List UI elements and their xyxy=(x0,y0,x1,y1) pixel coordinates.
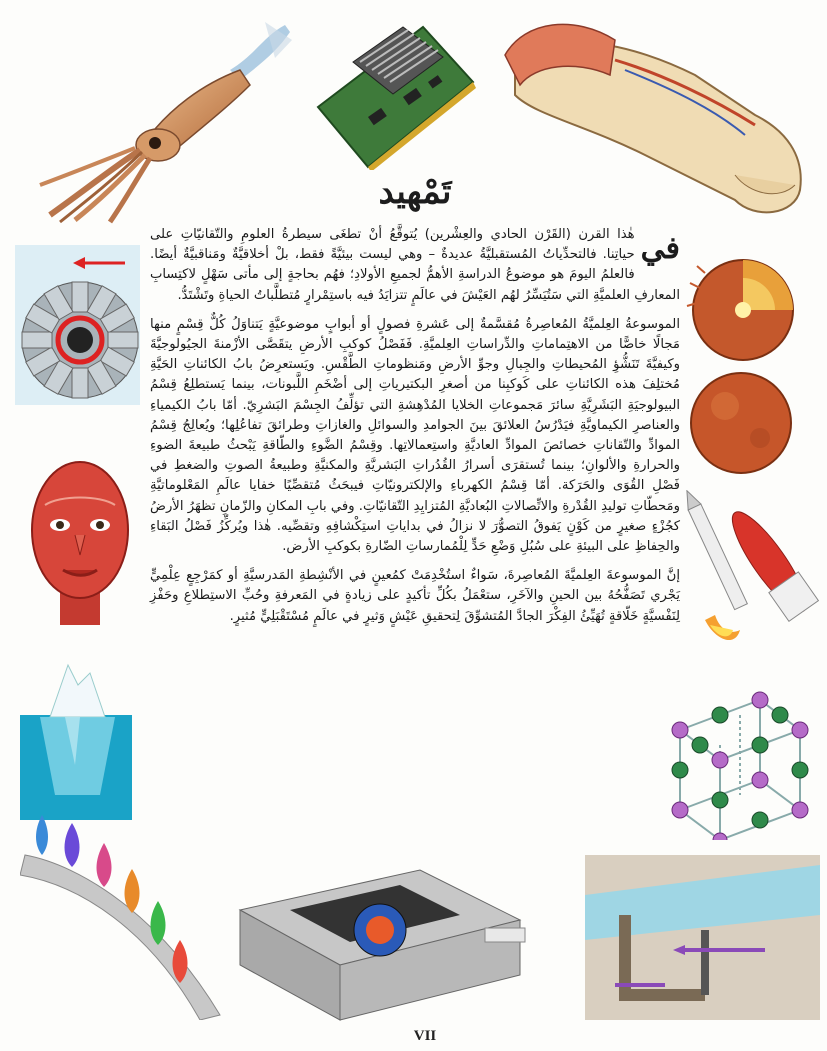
paragraph: الموسوعةُ العِلميَّةُ المُعاصِرةُ مُقسَّمةٌ إلى عَشرةِ فصولٍ أو أبوابٍ موضوعيَّةٍ يَتناوَلُ كُلٌّ قِسْمٍ منها مَجالًا خاصًّا من الاهتِماماتِ والدِّراساتِ العِلميَّةِ. فَفَصْلُ كوكبِ الأرضِ يتقَصَّى الأزْمنةَ الجيُولوجيَّةَ وكيفيَّةَ تَنَشُّؤِ المُحيطاتِ والجِبالِ وجوِّ الأرضِ ومَنظوماتِ الطَّقْسِ. ويَستعرِضُ بابُ الكائناتِ الحَيَّةِ مُختلِفَ هذه الكائناتِ على كَوكبِنا من أصغرِ البكتيرياتِ إلى أضْخَمِ اللَّبونات، بينما يَستطلِعُ قِسْمُ البيولوجيَةِ البَشَرِيَّةِ سائرَ مَجموعاتِ الخلايا المُدْهِشةِ التي تؤلِّفُ الجِسْمَ البَشرِيّ. أمّا بابُ الكيمياءِ والعناصرِ الكيماويَّةِ فيَدْرُسُ العلائقَ بينَ الجوامدِ والسوائلِ والغازاتِ وطرائقَ تفاعُلِها؛ ويُعالِجُ قِسْمُ الموادِّ والتّقاناتِ خصائصَ الموادِّ العاديَّةِ واستِعمالاتِها. وقِسْمُ الضَّوءِ والطّاقةِ يَبْحثُ طبيعةَ الضوءِ والحرارةِ والألوانِ؛ بينما تُستقرَى أسرارُ القُدُراتِ البَشريَّةِ والمكنيَّةِ وطبيعةُ الصوتِ والضغطِ في فَصْلِ القُوَى والحَرَكة. أمّا قِسْمُ الكهرباءِ والإلكترونيّاتِ فيبحَثُ مُتقصِّيًا خفايا عالَمِ المَعْلوماتيَّةِ ومَحطّاتِ توليدِ القُدْرةِ والاتِّصالاتِ البُعاديَّةِ المُتزايِدِ التّقانيّاتِ. وفي بابِ المكانِ والزّمانِ تظهَرُ الأرضُ كجُزْءٍ صغيرٍ من كَوْنٍ يَفوقُ التصوُّرَ لا نزالُ في بداياتِ استِكْشافِهِ وتقصِّيه. هٰذا ويُركِّزُ فَصْلُ البَقاءِ والحِفاظِ على البيئةِ على سُبُلِ وَضْعِ حَدٍّ لِلْمُمارساتِ الضّارةِ بكوكبِ الأرض. xyxy=(150,316,680,555)
drop-cap: في xyxy=(640,231,680,266)
iceberg-illustration xyxy=(20,655,132,820)
face-anatomy-illustration xyxy=(25,455,135,625)
paragraph-text: هٰذا القرن (القَرْن الحادي والعِشْرين) يُتوقَّعُ أنْ تطغَى سيطرةُ العلومِ والتّقانيّاتِ على حياتِنا. فالتحدِّياتُ المُستقبليَّةُ عديدةٌ – وهي ليست بيئيَّةً فقط، بلْ أخلاقيَّةٌ ومَناقبيَّةٌ أيضًا. فالعلمُ اليومَ هو موضوعُ الدراسةِ الأهمُّ لجميعِ الأولادِ؛ فهُم بحاجةٍ إلى مأتى سَهْلٍ لاكتِسابِ المعارفِ العلميَّةِ التي سَتُيَسِّرُ لهُم العَيْشَ في عالَمٍ تتزايَدُ فيه باستِمْرارٍ مُتطلَّباتُ الحياةِ وتَشْتَدُّ. xyxy=(150,227,680,303)
bone-illustration xyxy=(495,5,825,220)
pipeline-illustration xyxy=(585,855,820,1020)
planet-layers-illustration xyxy=(685,248,795,368)
gas-flames-illustration xyxy=(20,805,225,1020)
page-title: تَمْهيد xyxy=(378,172,452,212)
page-number: VII xyxy=(413,1028,437,1044)
space-shuttle-illustration xyxy=(685,490,825,650)
paragraph xyxy=(150,225,680,306)
squid-illustration xyxy=(30,10,300,225)
crystal-lattice-illustration xyxy=(670,690,810,840)
circuit-board-illustration xyxy=(308,22,478,170)
paragraph: إنَّ الموسوعةَ العِلميَّةَ المُعاصِرةَ، سَواءٌ استُخْدِمَتْ كمُعينٍ في الأنْشِطةِ المَدرسيَّةِ أو كمَرْجِعٍ عِلْمِيٍّ يَجْري تَصَفُّحُهُ بين الحينِ والآخَرِ، ستعْمَلُ بكُلِّ تأكيدٍ على زيادةٍ في المَعرفةِ وحُبِّ الاستِطلاعِ وحَفْزِ لِنَفْسيَّةٍ خَلّاقةٍ تُهَيِّئُ الفِكْرَ الجادَّ المُتشوِّقَ لِتحقيقِ عَيْشٍ وَثيرٍ في عالَمٍ مُسْتَقْبَلِيٍّ مُثيرٍ. xyxy=(150,568,680,624)
intro-body xyxy=(150,225,680,765)
planet-illustration xyxy=(685,368,795,478)
photocopier-illustration xyxy=(230,850,530,1025)
turbine-illustration xyxy=(15,245,140,405)
